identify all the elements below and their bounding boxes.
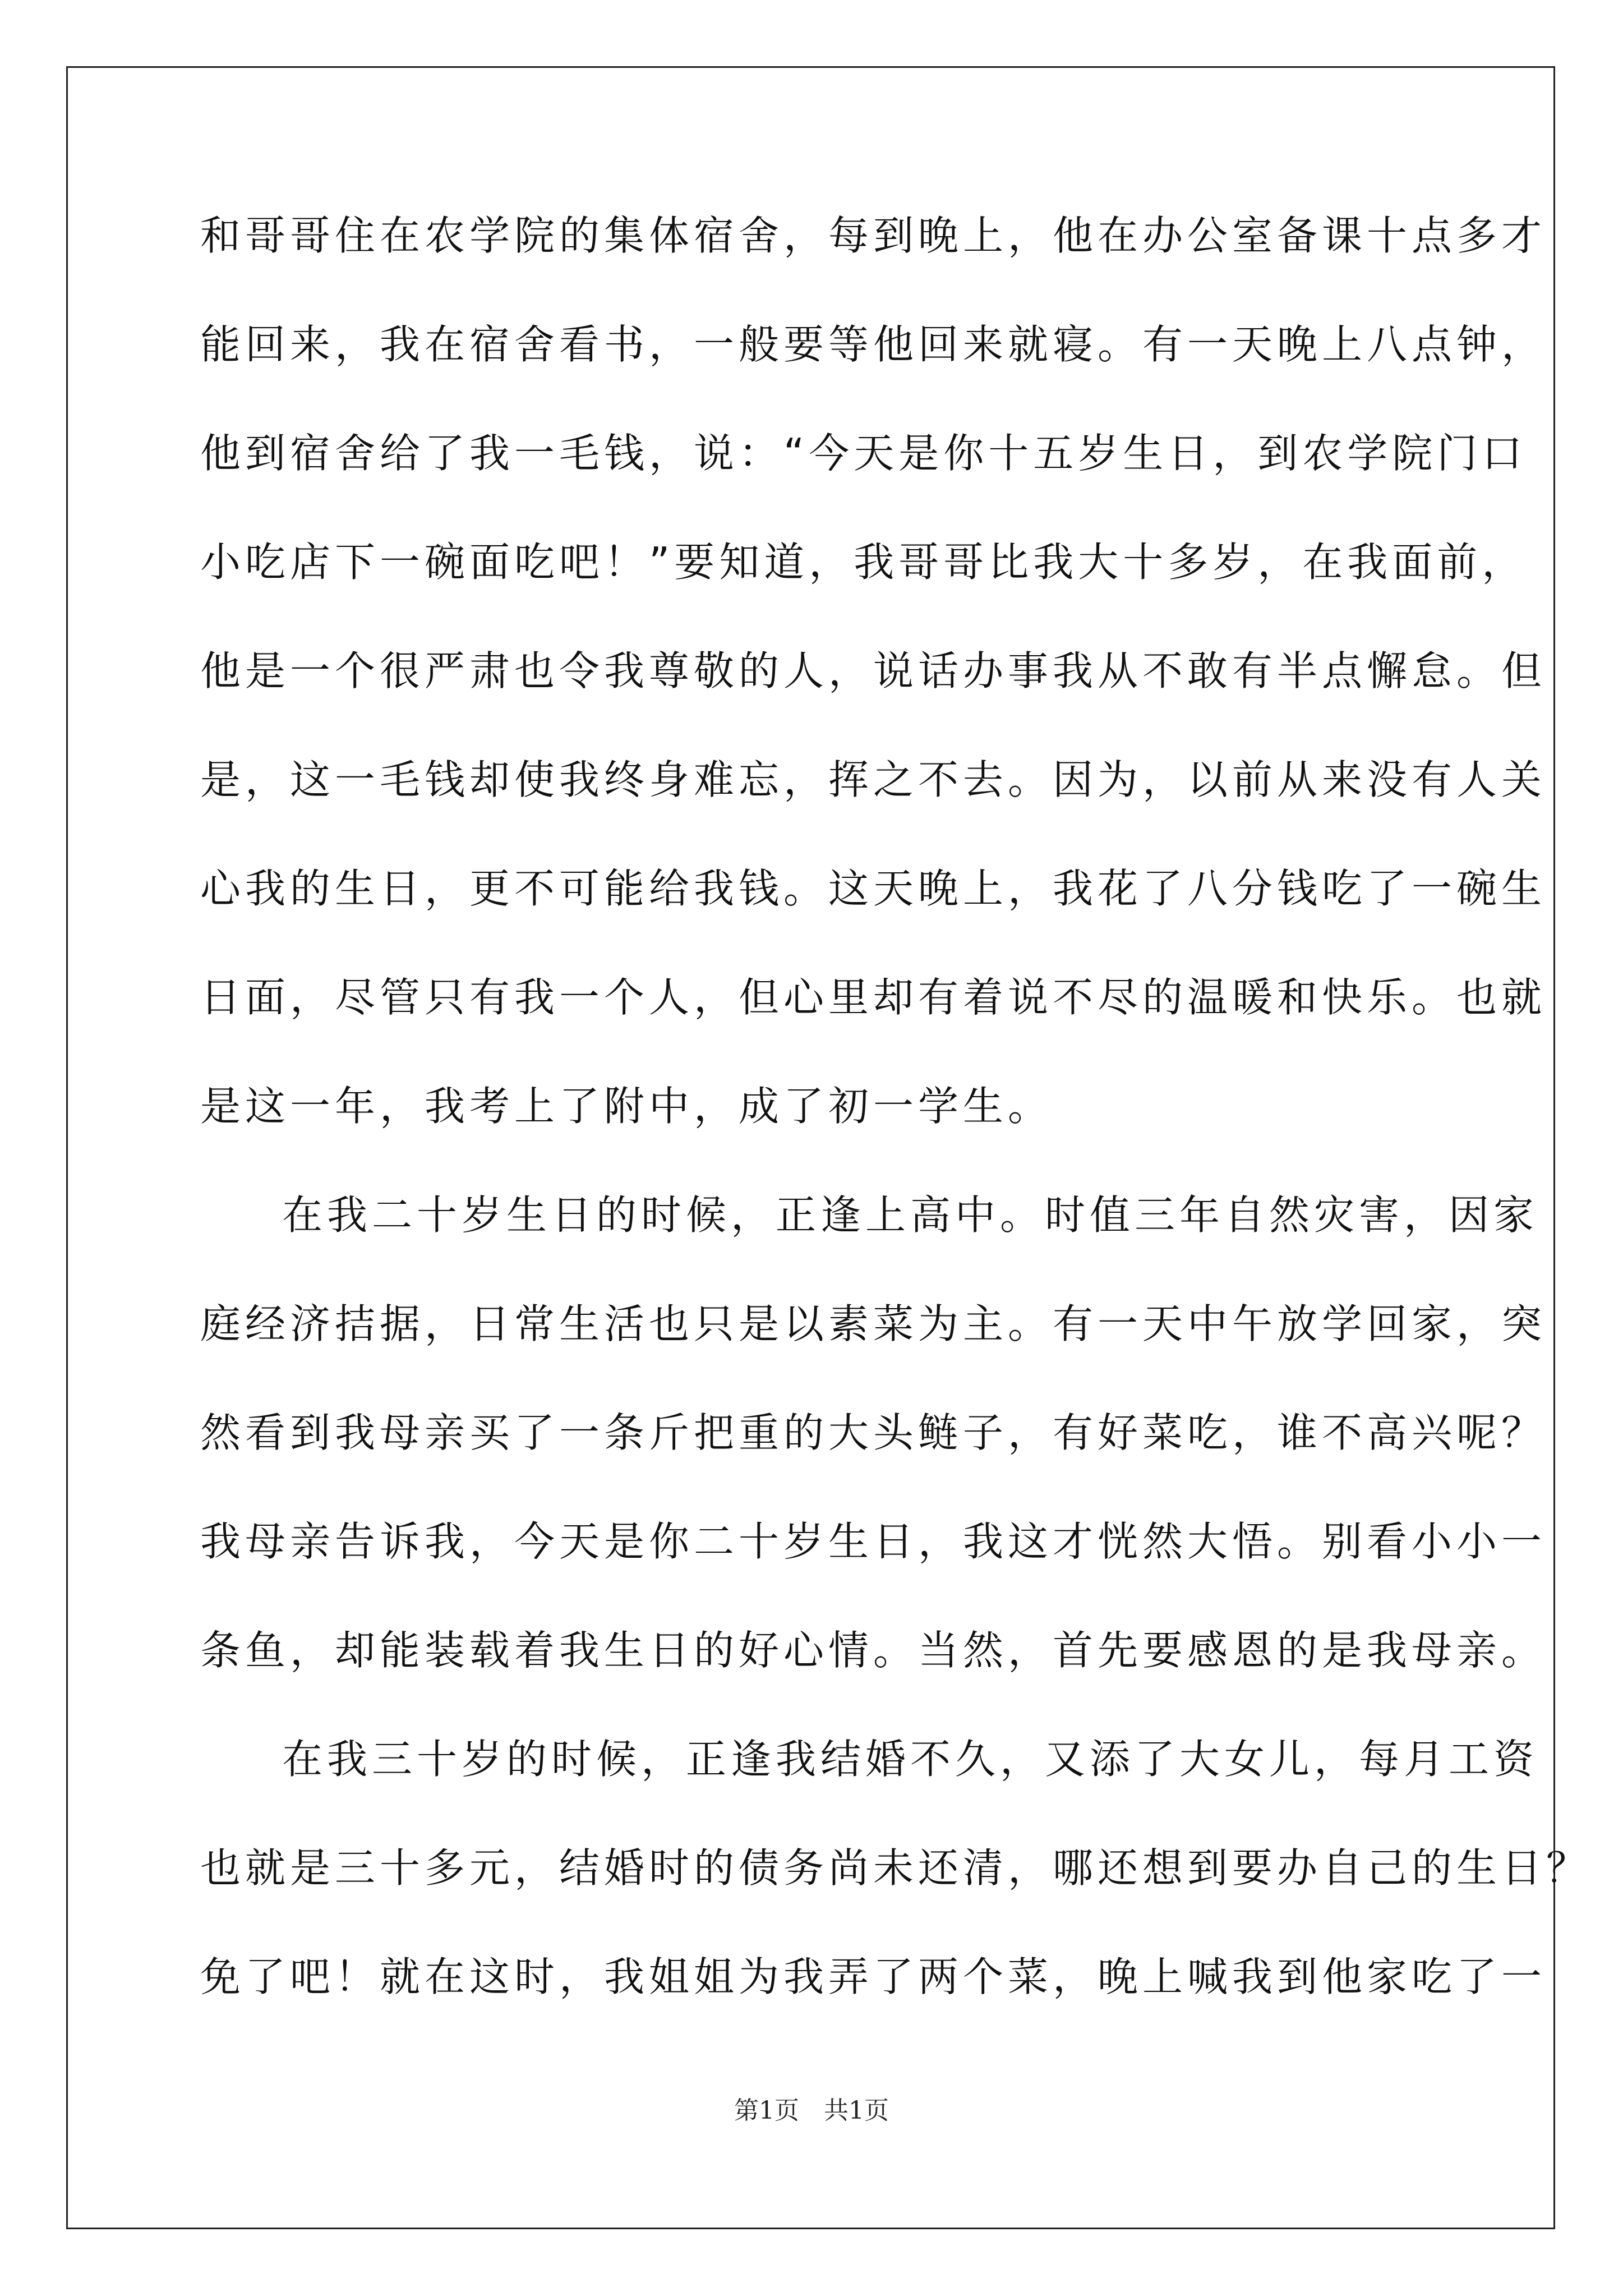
text-line-17: 免了吧！就在这时，我姐姐为我弄了两个菜，晚上喊我到他家吃了一 [200,1953,1547,2000]
text-line-2: 能回来，我在宿舍看书，一般要等他回来就寝。有一天晚上八点钟， [200,321,1547,368]
text-line-8: 日面，尽管只有我一个人，但心里却有着说不尽的温暖和快乐。也就 [200,974,1547,1021]
text-line-5: 他是一个很严肃也令我尊敬的人，说话办事我从不敢有半点懈怠。但 [200,647,1547,694]
text-line-12: 然看到我母亲买了一条斤把重的大头鲢子，有好菜吃，谁不高兴呢？ [200,1409,1547,1456]
text-line-10: 在我二十岁生日的时候，正逢上高中。时值三年自然灾害，因家 [282,1191,1539,1239]
page-border [66,66,1555,2229]
page-number-footer: 第1页 共1页 [734,2096,889,2125]
text-line-11: 庭经济拮据，日常生活也只是以素菜为主。有一天中午放学回家，突 [200,1300,1547,1347]
text-line-7: 心我的生日，更不可能给我钱。这天晚上，我花了八分钱吃了一碗生 [200,865,1547,912]
text-line-9: 是这一年，我考上了附中，成了初一学生。 [200,1083,1053,1130]
text-line-15: 在我三十岁的时候，正逢我结婚不久，又添了大女儿，每月工资 [282,1736,1539,1783]
text-line-4: 小吃店下一碗面吃吧！”要知道，我哥哥比我大十多岁，在我面前， [200,539,1527,586]
text-line-14: 条鱼，却能装载着我生日的好心情。当然，首先要感恩的是我母亲。 [200,1627,1547,1674]
text-line-13: 我母亲告诉我，今天是你二十岁生日，我这才恍然大悟。别看小小一 [200,1518,1547,1565]
text-line-16: 也就是三十多元，结婚时的债务尚未还清，哪还想到要办自己的生日？ [200,1844,1592,1892]
text-line-3: 他到宿舍给了我一毛钱，说：“今天是你十五岁生日，到农学院门口 [200,430,1527,477]
text-line-6: 是，这一毛钱却使我终身难忘，挥之不去。因为，以前从来没有人关 [200,756,1547,803]
text-line-1: 和哥哥住在农学院的集体宿舍，每到晚上，他在办公室备课十点多才 [200,212,1547,259]
